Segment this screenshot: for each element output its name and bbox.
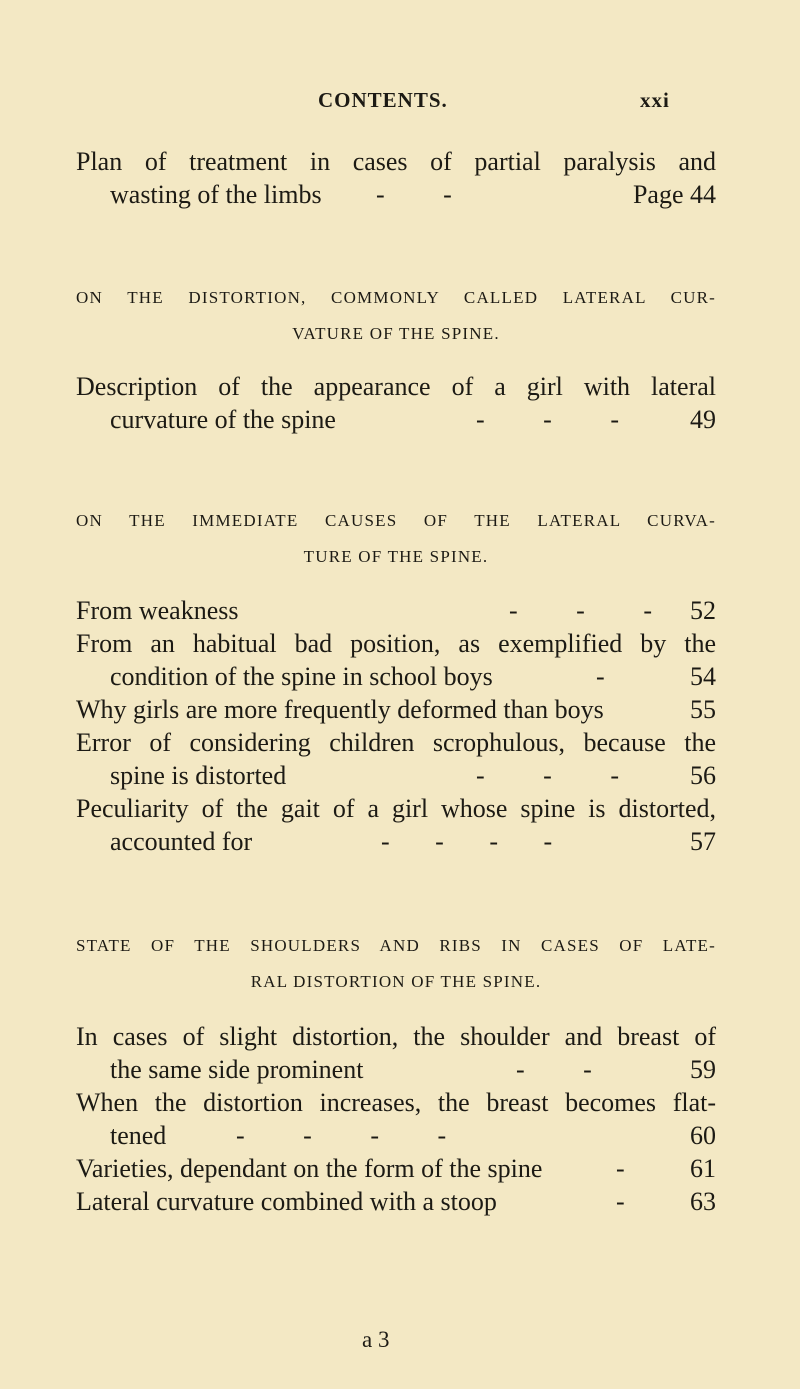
entry-page: 60 [690, 1121, 716, 1150]
entry-line [76, 660, 716, 693]
entry-line: When the distortion increases, the breast becomes flat- [76, 1088, 716, 1117]
entry-line [76, 594, 716, 627]
entry-page: 61 [690, 1154, 716, 1183]
entry-text: accounted for [110, 827, 253, 856]
entry-text: curvature of the spine [110, 405, 336, 434]
entry-line: From an habitual bad position, as exemplified by the [76, 629, 716, 658]
entry-line [76, 693, 716, 726]
entry-text: tened [110, 1121, 167, 1150]
section-heading [76, 280, 716, 352]
entry-page: 52 [690, 596, 716, 625]
entry-leader: - [616, 1187, 625, 1216]
entry-page: 57 [690, 827, 716, 856]
entry-leader: - [616, 1154, 625, 1183]
running-head-title: CONTENTS. [318, 88, 448, 112]
toc-entry [76, 370, 716, 436]
entry-text: Lateral curvature combined with a stoop [76, 1187, 497, 1216]
entry-line [76, 759, 716, 792]
entry-line [76, 1119, 716, 1152]
entry-line [76, 1053, 716, 1086]
entry-line: Peculiarity of the gait of a girl whose spine is distorted, [76, 794, 716, 823]
signature-mark: a 3 [362, 1327, 390, 1352]
entry-line [76, 1185, 716, 1218]
entry-leader: - - - [476, 405, 619, 434]
entry-line [76, 825, 716, 858]
section-heading-line: TURE OF THE SPINE. [303, 547, 489, 566]
entry-text: Varieties, dependant on the form of the spine [76, 1154, 543, 1183]
section-heading [76, 503, 716, 575]
entry-line: Error of considering children scrophulous, because the [76, 728, 716, 757]
entry-page: 49 [690, 405, 716, 434]
entry-text: Why girls are more frequently deformed than boys [76, 695, 604, 724]
entry-text: wasting of the limbs [110, 180, 322, 209]
entry-line [76, 1152, 716, 1185]
entry-leader: - - - [476, 761, 619, 790]
entry-text: the same side prominent [110, 1055, 364, 1084]
entry-page: 59 [690, 1055, 716, 1084]
section-heading-line: ON THE DISTORTION, COMMONLY CALLED LATERAL CUR- [76, 288, 716, 307]
running-head [0, 88, 800, 118]
section-heading-line: VATURE OF THE SPINE. [292, 324, 500, 343]
entry-page: Page 44 [632, 180, 716, 209]
section-heading-line: RAL DISTORTION OF THE SPINE. [250, 972, 542, 991]
entry-leader: - - [516, 1055, 592, 1084]
entry-page: 54 [690, 662, 716, 691]
section-heading-line: ON THE IMMEDIATE CAUSES OF THE LATERAL CURVA- [76, 511, 716, 530]
toc-entry [76, 145, 716, 211]
entry-leader: - - - [509, 596, 652, 625]
entry-text: spine is distorted [110, 761, 287, 790]
entry-leader: - - - - [236, 1121, 447, 1150]
entry-line [76, 403, 716, 436]
entry-line: Plan of treatment in cases of partial paralysis and [76, 147, 716, 176]
toc-entry-group [76, 594, 716, 858]
section-heading [76, 928, 716, 1000]
entry-text: From weakness [76, 596, 239, 625]
entry-page: 63 [690, 1187, 716, 1216]
page-number: xxi [640, 88, 670, 112]
entry-page: 55 [690, 695, 716, 724]
entry-text: condition of the spine in school boys [110, 662, 493, 691]
section-heading-line: STATE OF THE SHOULDERS AND RIBS IN CASES OF LATE- [76, 936, 716, 955]
entry-leader: - - [376, 180, 452, 209]
entry-line: In cases of slight distortion, the shoulder and breast of [76, 1022, 716, 1051]
entry-line [76, 178, 716, 211]
entry-leader: - - - - [381, 827, 553, 856]
entry-page: 56 [690, 761, 716, 790]
toc-entry-group [76, 1020, 716, 1218]
entry-leader: - [596, 662, 605, 691]
entry-line: Description of the appearance of a girl with lateral [76, 372, 716, 401]
